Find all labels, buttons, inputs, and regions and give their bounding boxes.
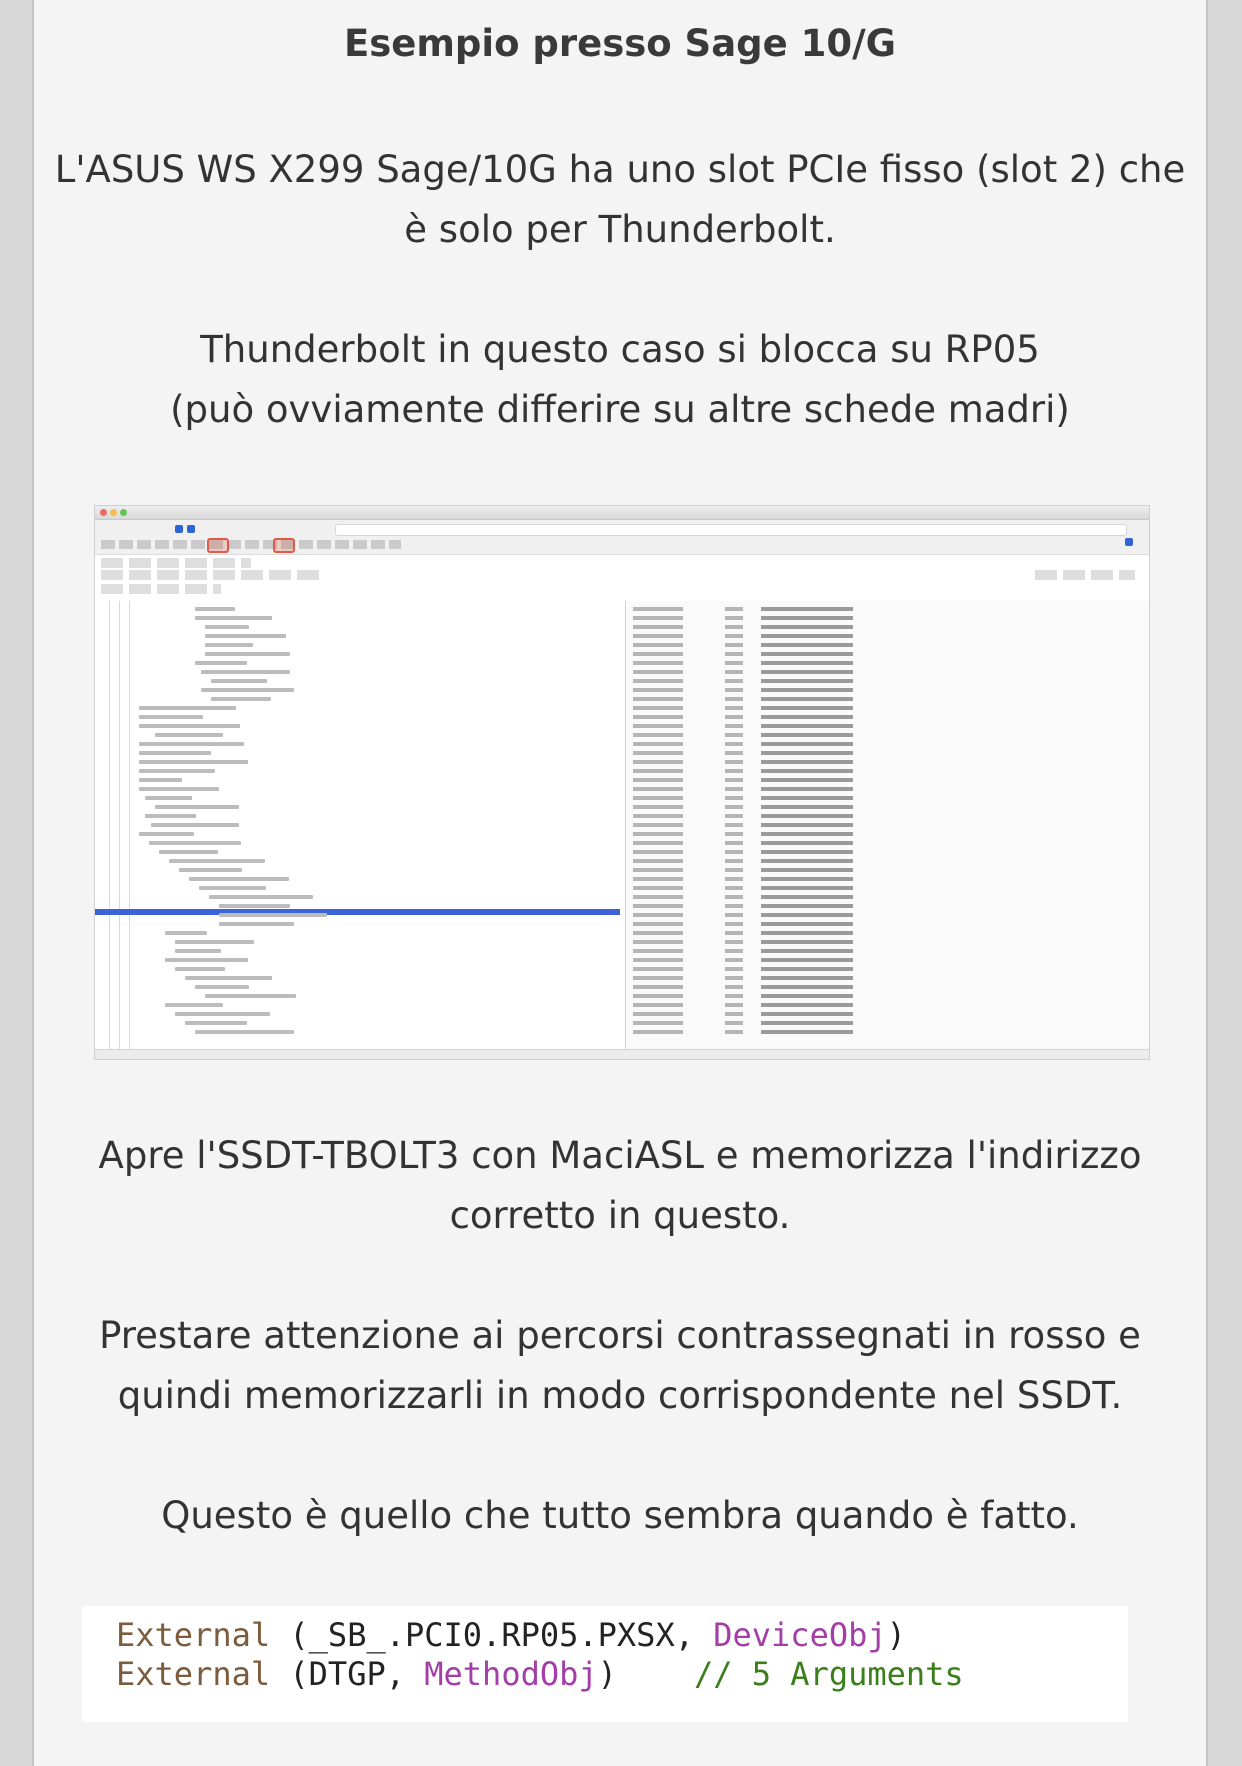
tree-node[interactable] (209, 895, 313, 899)
ssdt-code-block (82, 1606, 1128, 1722)
screenshot-toolbar (95, 520, 1149, 555)
property-row[interactable] (633, 886, 1139, 890)
tree-node[interactable] (201, 688, 294, 692)
property-row[interactable] (633, 895, 1139, 899)
maciasl-step-line-1: Apre l'SSDT-TBOLT3 con MaciASL e memorizza l'indirizzo (98, 1134, 1142, 1177)
ioregistry-tree[interactable] (95, 601, 620, 1050)
properties-table[interactable] (627, 601, 1149, 1050)
property-row[interactable] (633, 904, 1139, 908)
property-row[interactable] (633, 940, 1139, 944)
result-text: Questo è quello che tutto sembra quando è fatto. (161, 1494, 1079, 1537)
property-row[interactable] (633, 805, 1139, 809)
property-row[interactable] (633, 661, 1139, 665)
pane-divider[interactable] (625, 601, 626, 1050)
property-row[interactable] (633, 841, 1139, 845)
property-row[interactable] (633, 922, 1139, 926)
tree-node[interactable] (195, 1030, 294, 1034)
tree-node[interactable] (139, 715, 203, 719)
property-row[interactable] (633, 706, 1139, 710)
code-line-2 (116, 1655, 1094, 1694)
code-close: ) (597, 1655, 694, 1693)
property-row[interactable] (633, 859, 1139, 863)
post-content (32, 0, 1208, 1766)
tree-node[interactable] (201, 670, 290, 674)
tree-guide (129, 601, 130, 1050)
tree-node[interactable] (169, 859, 265, 863)
property-row[interactable] (633, 949, 1139, 953)
tree-node[interactable] (149, 841, 241, 845)
property-row[interactable] (633, 787, 1139, 791)
property-row[interactable] (633, 733, 1139, 737)
tree-node[interactable] (211, 697, 271, 701)
tree-node[interactable] (211, 679, 267, 683)
code-line-1 (116, 1616, 1094, 1655)
thunderbolt-note (54, 320, 1186, 440)
property-row[interactable] (633, 616, 1139, 620)
tree-node[interactable] (195, 616, 272, 620)
tree-node[interactable] (185, 976, 272, 980)
section-heading: Esempio presso Sage 10/G (343, 22, 897, 65)
attention-step-line-1: Prestare attenzione ai percorsi contrassegnati in rosso e (99, 1314, 1141, 1357)
thunderbolt-note-line-1: Thunderbolt in questo caso si blocca su RP05 (200, 328, 1040, 371)
tree-node[interactable] (165, 931, 207, 935)
tree-node[interactable] (205, 643, 253, 647)
ioregistry-screenshot[interactable] (94, 505, 1150, 1060)
property-row[interactable] (633, 1003, 1139, 1007)
red-marker (273, 538, 295, 553)
property-row[interactable] (633, 850, 1139, 854)
tree-node[interactable] (139, 787, 219, 791)
toolbar-button-icon (1125, 538, 1133, 546)
tree-node[interactable] (179, 868, 242, 872)
tree-node[interactable] (205, 625, 249, 629)
property-row[interactable] (633, 670, 1139, 674)
screenshot-statusbar (95, 1049, 1149, 1059)
tree-node[interactable] (185, 1021, 247, 1025)
tree-node[interactable] (165, 1003, 223, 1007)
property-row[interactable] (633, 931, 1139, 935)
property-row[interactable] (633, 976, 1139, 980)
tree-node[interactable] (199, 886, 266, 890)
property-row[interactable] (633, 994, 1139, 998)
property-row[interactable] (633, 1030, 1139, 1034)
tree-node[interactable] (175, 1012, 270, 1016)
tree-node[interactable] (219, 913, 327, 917)
tree-node[interactable] (139, 724, 240, 728)
tree-node[interactable] (139, 751, 211, 755)
property-row[interactable] (633, 967, 1139, 971)
selected-tree-row[interactable] (95, 909, 620, 915)
property-row[interactable] (633, 634, 1139, 638)
code-comment: // 5 Arguments (693, 1655, 964, 1693)
code-close: ) (886, 1616, 906, 1654)
property-row[interactable] (633, 643, 1139, 647)
property-row[interactable] (633, 814, 1139, 818)
intro-line-1: L'ASUS WS X299 Sage/10G ha uno slot PCIe fisso (slot 2) che (54, 148, 1186, 191)
property-row[interactable] (633, 796, 1139, 800)
tree-node[interactable] (139, 742, 244, 746)
property-row[interactable] (633, 985, 1139, 989)
property-row[interactable] (633, 607, 1139, 611)
tree-node[interactable] (139, 778, 182, 782)
tree-node[interactable] (175, 940, 254, 944)
tree-node[interactable] (139, 760, 248, 764)
tree-node[interactable] (219, 922, 294, 926)
tree-node[interactable] (205, 634, 286, 638)
tree-node[interactable] (139, 832, 194, 836)
code-keyword: External (116, 1655, 271, 1693)
property-row[interactable] (633, 697, 1139, 701)
property-row[interactable] (633, 652, 1139, 656)
tree-node[interactable] (155, 805, 239, 809)
tree-node[interactable] (195, 985, 249, 989)
intro-line-2: è solo per Thunderbolt. (404, 208, 836, 251)
thunderbolt-note-line-2: (può ovviamente differire su altre schede madri) (170, 388, 1070, 431)
tree-guide (119, 601, 120, 1050)
tree-node[interactable] (195, 661, 247, 665)
property-row[interactable] (633, 1021, 1139, 1025)
tree-node[interactable] (205, 652, 290, 656)
maciasl-step-line-2: corretto in questo. (449, 1194, 791, 1237)
tree-node[interactable] (205, 994, 296, 998)
property-row[interactable] (633, 715, 1139, 719)
intro-paragraph (54, 140, 1186, 260)
property-row[interactable] (633, 724, 1139, 728)
tree-node[interactable] (145, 796, 192, 800)
red-marker (207, 538, 229, 553)
info-row (1035, 570, 1135, 580)
attention-step-line-2: quindi memorizzarli in modo corrispondente nel SSDT. (117, 1374, 1123, 1417)
property-row[interactable] (633, 625, 1139, 629)
property-row[interactable] (633, 769, 1139, 773)
tree-node[interactable] (159, 850, 218, 854)
close-dot-icon (100, 509, 107, 516)
toolbar-button-icon (175, 525, 183, 533)
tree-node[interactable] (139, 706, 236, 710)
info-row (101, 584, 221, 594)
property-row[interactable] (633, 679, 1139, 683)
code-type: MethodObj (424, 1655, 598, 1693)
tree-node[interactable] (145, 814, 196, 818)
tree-node[interactable] (195, 607, 235, 611)
tree-node[interactable] (219, 904, 290, 908)
tree-node[interactable] (175, 949, 221, 953)
tree-node[interactable] (139, 769, 215, 773)
tree-node[interactable] (155, 733, 223, 737)
screenshot-titlebar (95, 506, 1149, 520)
property-row[interactable] (633, 760, 1139, 764)
maciasl-step (54, 1126, 1186, 1246)
zoom-dot-icon (120, 509, 127, 516)
tree-node[interactable] (165, 958, 248, 962)
path-bar (101, 540, 401, 549)
tree-node[interactable] (189, 877, 289, 881)
property-row[interactable] (633, 751, 1139, 755)
property-row[interactable] (633, 742, 1139, 746)
property-row[interactable] (633, 877, 1139, 881)
code-keyword: External (116, 1616, 271, 1654)
property-row[interactable] (633, 868, 1139, 872)
minimize-dot-icon (110, 509, 117, 516)
toolbar-button-icon (187, 525, 195, 533)
tree-guide (109, 601, 110, 1050)
code-args: (DTGP, (270, 1655, 425, 1693)
attention-step (54, 1306, 1186, 1426)
info-row (101, 570, 321, 580)
code-type: DeviceObj (713, 1616, 887, 1654)
property-row[interactable] (633, 778, 1139, 782)
property-row[interactable] (633, 958, 1139, 962)
tree-node[interactable] (151, 823, 239, 827)
property-row[interactable] (633, 823, 1139, 827)
code-args: (_SB_.PCI0.RP05.PXSX, (270, 1616, 714, 1654)
info-row (101, 558, 251, 568)
property-row[interactable] (633, 913, 1139, 917)
property-row[interactable] (633, 688, 1139, 692)
property-row[interactable] (633, 1012, 1139, 1016)
tree-node[interactable] (175, 967, 225, 971)
property-row[interactable] (633, 832, 1139, 836)
search-field (335, 524, 1127, 536)
